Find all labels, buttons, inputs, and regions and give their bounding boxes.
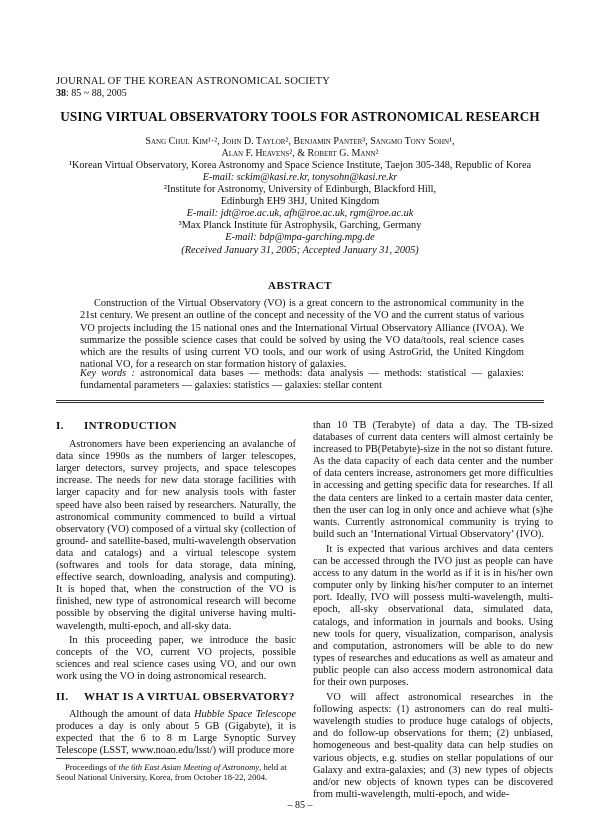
affiliation-line: ³Max Planck Institute für Astrophysik, Garching, Germany [178, 220, 422, 231]
received-dates: (Received January 31, 2005; Accepted January 31, 2005) [181, 245, 419, 256]
paragraph: Astronomers have been experiencing an avalanche of data since 1990s as the numbers of larger telescopes, larger detectors, survey projects, and space telescopes increase. The needs for new data storage facilities with larger capacity and for new analysis tools with faster speed have also been raised by researchers. Naturally, the astronomical community commenced to build a virtual observatory (VO) composed of a virtual sky (collection of ground- and satellite-based, multi-wavelength observation data and catalogs) and a virtual telescope system (softwares and tools for data storage, data mining, effective search, downloading, analysis and computing). It is hoped that, when the construction of the VO is finished, new type of astronomical research will become possible by observing the digital universe having multi-wavelength, multi-epoch, and all-sky data. [56, 439, 296, 632]
affiliation-line: Edinburgh EH9 3HJ, United Kingdom [220, 196, 380, 207]
left-column [56, 420, 296, 757]
paragraph: Although the amount of data Hubble Space Telescope produces a day is only about 5 GB (Gigabyte), it is expected that the 6 to 8 m Large Synoptic Survey Telescope (LSST, www.noao.edu/lsst/) will produce more [56, 709, 296, 757]
paragraph: than 10 TB (Terabyte) of data a day. The TB-sized databases of current data centers will almost certainly be increased to PB(Petabyte)-size in the not so distant future. As the data capacity of each data center and the number of data centers increase, astronomers get more difficulties in accessing and getting specific data for researches. If all the data centers are linked to a certain master data center, then the user can log in only once and achieve what (s)he wants. Currently astronomical community is trying to build such an ‘International Virtual Observatory’ (IVO). [313, 420, 553, 540]
paragraph: In this proceeding paper, we introduce the basic concepts of the VO, current VO projects, possible sciences and real science cases using VO, and our own work using the VO in doing astronomical research. [56, 634, 296, 682]
journal-issue [56, 88, 127, 99]
author-list [0, 136, 600, 160]
footnote: Proceedings of the 6th East Asian Meeting of Astronomy, held at Seoul National University, Korea, from October 18-22, 2004. [56, 762, 287, 782]
affiliation-email: E-mail: sckim@kasi.re.kr, tonysohn@kasi.re.kr [202, 172, 398, 183]
abstract-heading: ABSTRACT [268, 280, 332, 292]
paragraph: It is expected that various archives and data centers can be accessed through the IVO just as people can have access to any datum in the world as if it is in his/her own computer only by linking his/her computer to an internet port. Ideally, IVO will possess multi-wavelength, multi-epoch, all-sky observational data, simulated data, catalogs, and information in journals and books. Using new tools for query, visualization, comparison, analysis and computation, astronomers will be able to do new types of researches and educations as well as amateur and public people can also access modern astronomical data for their own purposes. [313, 543, 553, 688]
section-heading: II. WHAT IS A VIRTUAL OBSERVATORY? [56, 690, 295, 703]
section-heading: I. INTRODUCTION [56, 420, 177, 432]
issue-pages: : 85 ~ 88, 2005 [66, 88, 127, 99]
affiliation-email: E-mail: bdp@mpa-garching.mpg.de [225, 232, 375, 243]
divider [56, 402, 544, 403]
paragraph: VO will affect astronomical researches in the following aspects: (1) astronomers can do real multi-wavelength studies to produce huge catalogs of objects, and do follow-up observations for them; (2) unbiased, homogeneous and best-quality data can help studies on various objects, e.g. studies on stellar populations of our Galaxy and extra-galaxies; and (3) new types of objects and/or new objects of known types can be discovered from multi-wavelength, multi-epoch, and wide- [313, 692, 553, 800]
keywords-list: astronomical data bases — methods: data analysis — methods: statistical — galaxies: fundamental parameters — galaxies: statistics — galaxies: stellar content [80, 368, 524, 392]
journal-name: JOURNAL OF THE KOREAN ASTRONOMICAL SOCIETY [56, 76, 331, 87]
footnote-rule [56, 758, 176, 759]
author-line: Alan F. Heavens², & Robert G. Mann² [221, 148, 379, 159]
right-column [313, 420, 553, 801]
affiliation-line: ¹Korean Virtual Observatory, Korea Astronomy and Space Science Institute, Taejon 305-348, Republic of Korea [68, 160, 532, 171]
author-line: Sang Chul Kim¹·², John D. Taylor², Benjamin Panter³, Sangmo Tony Sohn¹, [145, 136, 455, 147]
page-number: – 85 – [287, 800, 313, 811]
affiliation-line: ²Institute for Astronomy, University of Edinburgh, Blackford Hill, [163, 184, 437, 195]
volume-number: 38 [56, 88, 66, 99]
keywords-label: Key words : [80, 368, 135, 379]
keywords [80, 368, 524, 393]
divider [56, 400, 544, 401]
affiliation-email: E-mail: jdt@roe.ac.uk, afh@roe.ac.uk, rgm@roe.ac.uk [186, 208, 414, 219]
paper-title: USING VIRTUAL OBSERVATORY TOOLS FOR ASTRONOMICAL RESEARCH [60, 109, 540, 124]
abstract-body: Construction of the Virtual Observatory (VO) is a great concern to the astronomical community in the 21st century. We present an outline of the concept and necessity of the VO and the current status of various VO projects including the 15 national ones and the International Virtual Observatory Alliance (IVOA). We summarize the possible science cases that could be solved by using the VO data/tools, real science cases which are the results of using current VO tools, and our work of using AstroGrid, the United Kingdom national VO, for a research on star formation history of galaxies. [80, 298, 524, 371]
